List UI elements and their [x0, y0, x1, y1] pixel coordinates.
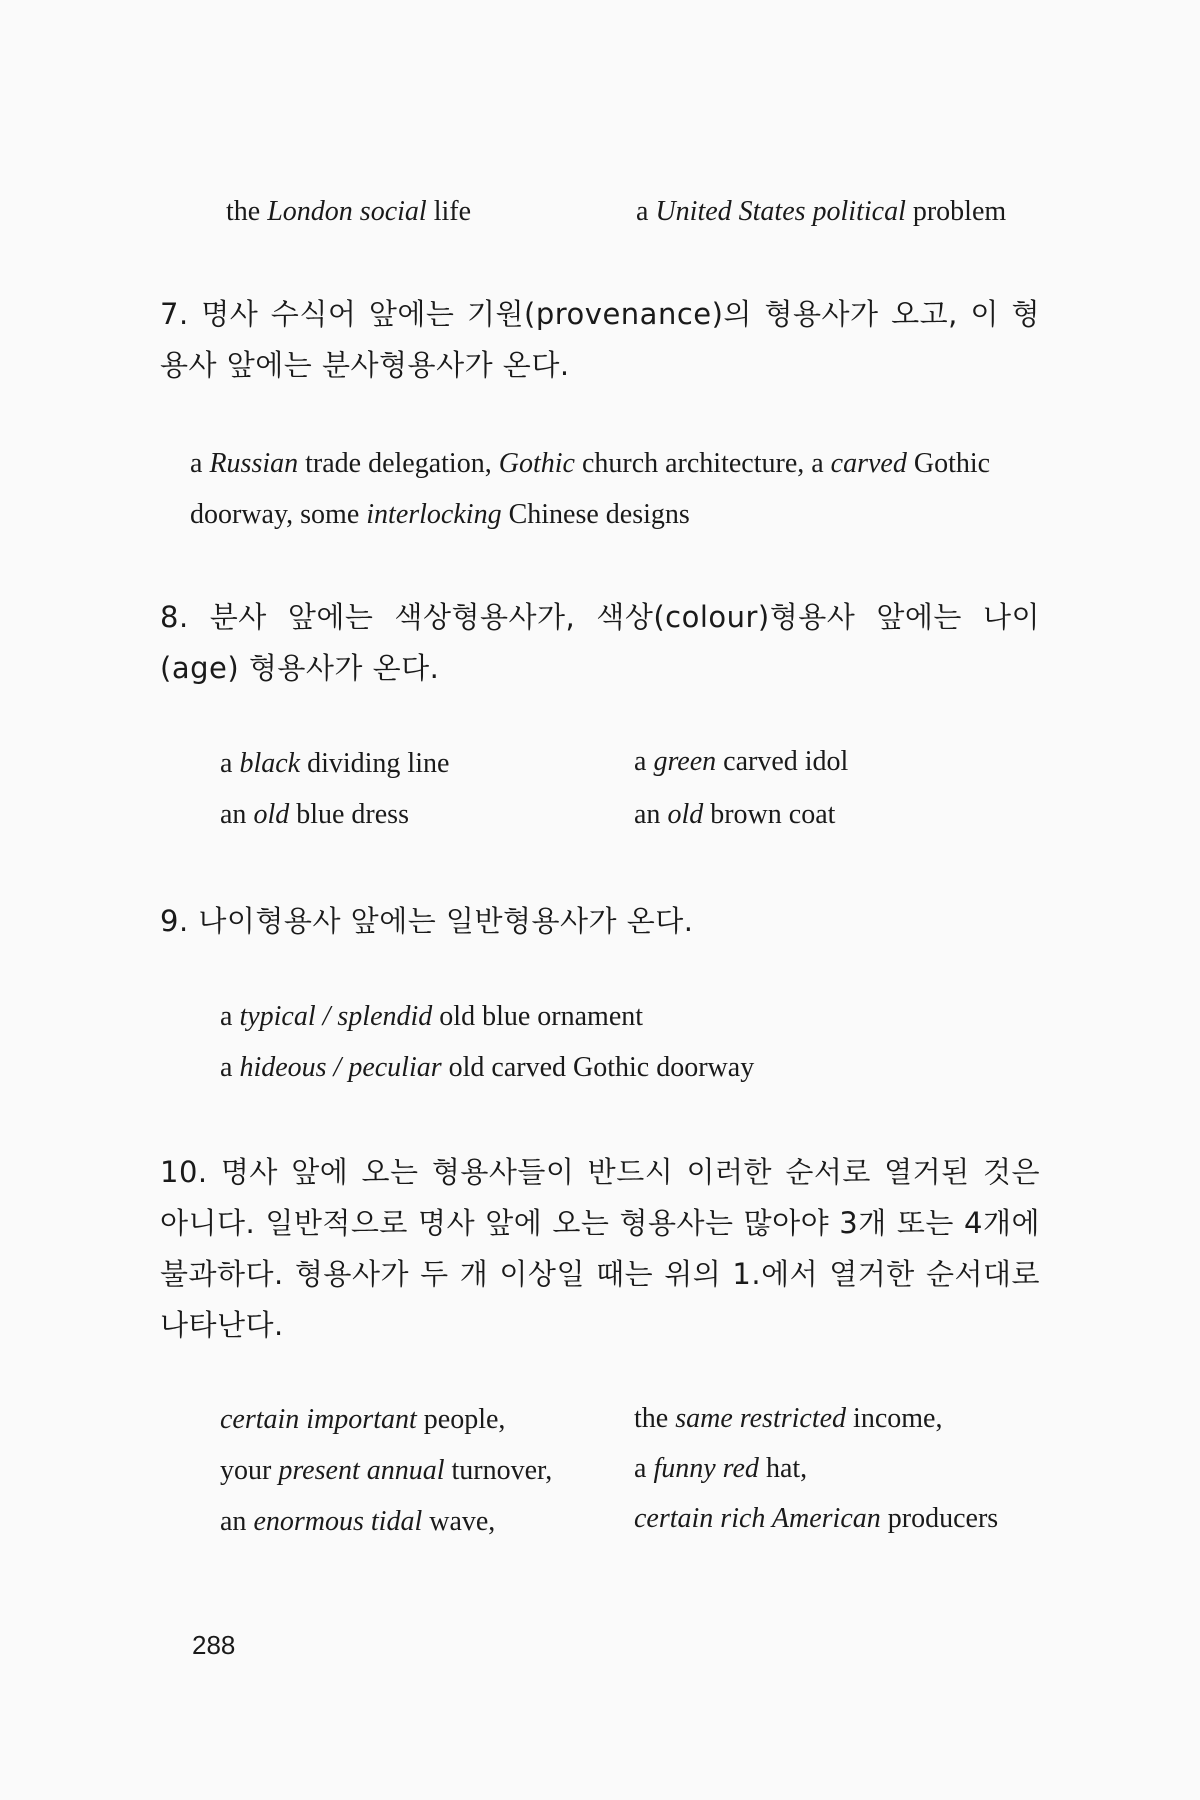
text-run: life: [426, 196, 471, 227]
example-10-4: [634, 1455, 807, 1483]
emphasized-adjective: carved: [830, 448, 907, 479]
example-8-2: [634, 748, 848, 776]
text-run: producers: [880, 1503, 999, 1534]
text-run: trade delegation,: [298, 448, 499, 479]
text-run: a: [636, 196, 656, 227]
emphasized-adjective: same restricted: [675, 1403, 847, 1434]
emphasized-adjective: typical / splendid: [239, 1001, 433, 1032]
example-10-6: [634, 1505, 998, 1533]
example-8-1: [220, 750, 449, 778]
emphasized-adjective: London: [267, 196, 353, 227]
text-run: your: [220, 1455, 279, 1486]
rule-10: 10. 명사 앞에 오는 형용사들이 반드시 이러한 순서로 열거된 것은 아니다. 일반적으로 명사 앞에 오는 형용사는 많아야 3개 또는 4개에 불과하다. 형용사가 두 개 이상일 때는 위의 1.에서 열거한 순서대로 나타난다.: [160, 1155, 1040, 1342]
text-run: an: [634, 799, 668, 830]
page-number: 288: [192, 1630, 236, 1660]
text-run: a: [190, 448, 210, 479]
emphasized-adjective: political: [812, 196, 906, 227]
text-run: wave,: [422, 1506, 496, 1537]
example-10-2: [634, 1405, 942, 1433]
text-run: turnover,: [444, 1455, 553, 1486]
text-run: a: [220, 748, 240, 779]
text-run: problem: [905, 196, 1007, 227]
emphasized-adjective: old: [667, 799, 704, 830]
text-run: old carved Gothic doorway: [441, 1052, 755, 1083]
emphasized-adjective: social: [359, 196, 427, 227]
example-10-3: [220, 1457, 552, 1485]
text-run: a: [634, 1453, 654, 1484]
text-run: Gothic doorway, some: [190, 448, 991, 530]
text-run: dividing line: [300, 748, 450, 779]
emphasized-adjective: funny red: [653, 1453, 759, 1484]
emphasized-adjective: United States: [655, 196, 806, 227]
emphasized-adjective: enormous tidal: [253, 1506, 423, 1537]
text-run: a: [634, 746, 654, 777]
emphasized-adjective: green: [653, 746, 717, 777]
example-7-paragraph: [190, 438, 1038, 540]
emphasized-adjective: old: [253, 799, 290, 830]
text-run: Chinese designs: [501, 499, 690, 530]
emphasized-adjective: hideous / peculiar: [239, 1052, 442, 1083]
text-run: an: [220, 799, 254, 830]
emphasized-adjective: Gothic: [498, 448, 575, 479]
example-top-left: [226, 198, 471, 226]
text-run: blue dress: [289, 799, 409, 830]
example-10-1: [220, 1406, 505, 1434]
text-run: people,: [416, 1404, 506, 1435]
text-run: carved idol: [716, 746, 849, 777]
text-run: income,: [846, 1403, 943, 1434]
text-run: the: [226, 196, 268, 227]
example-9-1: [220, 1003, 643, 1031]
rule-8: 8. 분사 앞에는 색상형용사가, 색상(colour)형용사 앞에는 나이(age) 형용사가 온다.: [160, 600, 1040, 685]
emphasized-adjective: interlocking: [366, 499, 502, 530]
text-run: [353, 196, 360, 227]
emphasized-adjective: black: [239, 748, 301, 779]
text-run: [806, 196, 813, 227]
example-8-4: [634, 801, 835, 829]
text-run: a: [220, 1001, 240, 1032]
text-run: church architecture, a: [574, 448, 831, 479]
rule-7: 7. 명사 수식어 앞에는 기원(provenance)의 형용사가 오고, 이 형용사 앞에는 분사형용사가 온다.: [160, 297, 1040, 382]
example-top-right: [636, 198, 1006, 226]
text-run: a: [220, 1052, 240, 1083]
emphasized-adjective: certain important: [220, 1404, 417, 1435]
text-run: the: [634, 1403, 676, 1434]
emphasized-adjective: Russian: [209, 448, 299, 479]
emphasized-adjective: certain rich American: [634, 1503, 881, 1534]
rule-9: 9. 나이형용사 앞에는 일반형용사가 온다.: [160, 904, 694, 938]
text-run: an: [220, 1506, 254, 1537]
example-10-5: [220, 1508, 495, 1536]
text-run: brown coat: [703, 799, 836, 830]
text-run: hat,: [758, 1453, 808, 1484]
emphasized-adjective: present annual: [278, 1455, 445, 1486]
example-8-3: [220, 801, 409, 829]
example-9-2: [220, 1054, 754, 1082]
text-run: old blue ornament: [432, 1001, 644, 1032]
